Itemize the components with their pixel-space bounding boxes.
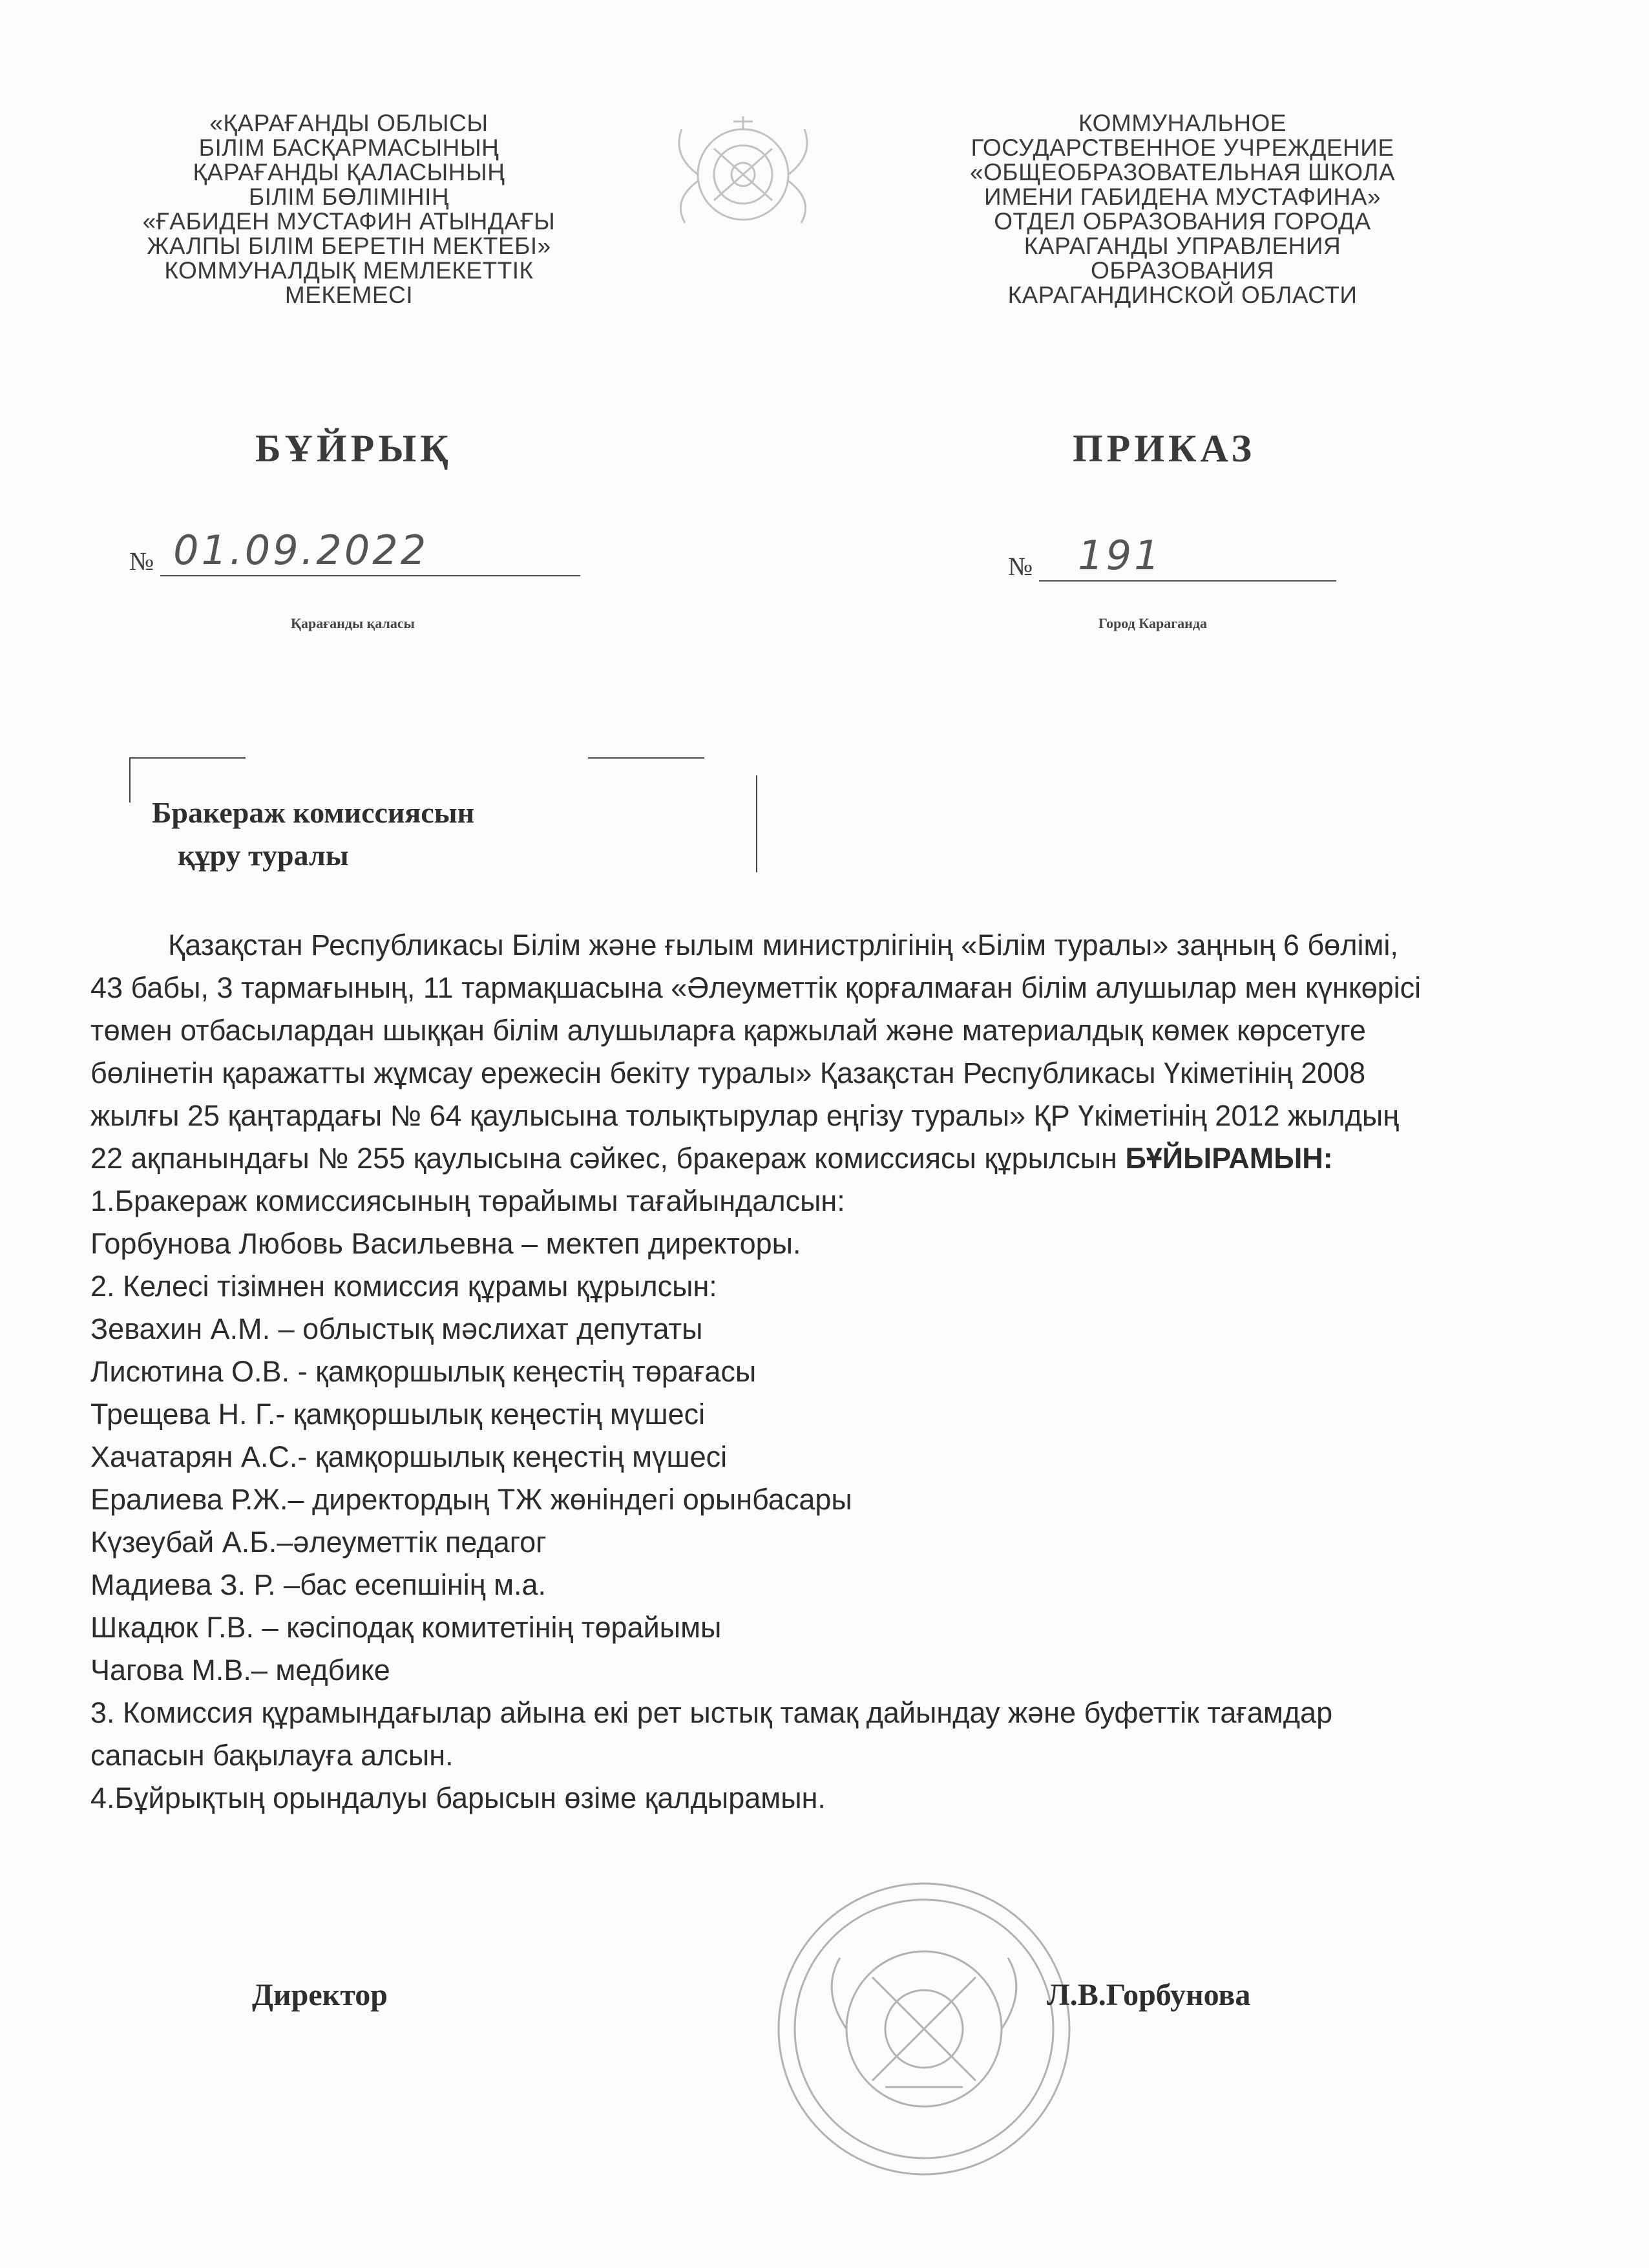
body-line: Горбунова Любовь Васильевна – мектеп директоры.	[90, 1227, 801, 1260]
body-line: 1.Бракераж комиссиясының төрайымы тағайындалсын:	[90, 1184, 845, 1217]
body-line: Лисютина О.В. - қамқоршылық кеңестің төрағасы	[90, 1355, 757, 1388]
order-body	[90, 924, 1422, 1820]
subject-line: Бракераж комиссиясын	[152, 796, 475, 829]
body-line: Зевахин А.М. – облыстық мәслихат депутаты	[90, 1312, 703, 1345]
body-line: Шкадюк Г.В. – кәсіподақ комитетінің төрайымы	[90, 1611, 722, 1644]
state-emblem-icon	[646, 110, 840, 239]
header-ru-line: ОБРАЗОВАНИЯ	[1091, 257, 1274, 284]
intro-paragraph	[90, 924, 1422, 1180]
order-title-ru: ПРИКАЗ	[1073, 427, 1256, 470]
header-kz	[103, 111, 594, 308]
header-ru	[930, 111, 1434, 308]
header-ru-line: КОММУНАЛЬНОЕ	[1078, 110, 1287, 136]
subject-bracket	[756, 775, 757, 872]
header-kz-line: БІЛІМ БАСҚАРМАСЫНЫҢ	[198, 134, 499, 161]
body-line: Чагова М.В.– медбике	[90, 1654, 390, 1686]
header-kz-line: «ҒАБИДЕН МУСТАФИН АТЫНДАҒЫ	[142, 208, 556, 235]
order-subject	[152, 792, 474, 877]
body-line: 3. Комиссия құрамындағылар айына екі рет ыстық тамақ дайындау және буфеттік тағамдар сапасын бақылауға алсын.	[90, 1696, 1333, 1772]
header-ru-line: ГОСУДАРСТВЕННОЕ УЧРЕЖДЕНИЕ	[971, 134, 1394, 161]
header-kz-line: МЕКЕМЕСІ	[284, 282, 414, 308]
handwritten-number: 191	[1078, 532, 1162, 579]
header-kz-line: БІЛІМ БӨЛІМІНІҢ	[248, 184, 450, 210]
header-kz-line: ҚАРАҒАНДЫ ҚАЛАСЫНЫҢ	[193, 159, 505, 185]
header-kz-line: ЖАЛПЫ БІЛІМ БЕРЕТІН МЕКТЕБІ»	[147, 233, 551, 259]
body-line: Трещева Н. Г.- қамқоршылық кеңестің мүшесі	[90, 1398, 706, 1431]
handwritten-date: 01.09.2022	[173, 527, 429, 574]
signature-name: Л.В.Горбунова	[1047, 1978, 1251, 2012]
body-line: Хачатарян А.С.- қамқоршылық кеңестің мүшесі	[90, 1440, 728, 1473]
subject-bracket	[588, 757, 704, 759]
order-date-row	[129, 527, 580, 576]
order-number-row	[1008, 532, 1336, 582]
order-verb: БҰЙЫРАМЫН:	[1125, 1142, 1333, 1175]
subject-bracket	[129, 757, 246, 759]
body-line: 2. Келесі тізімнен комиссия құрамы құрылсын:	[90, 1270, 717, 1303]
header-ru-line: КАРАГАНДИНСКОЙ ОБЛАСТИ	[1007, 282, 1358, 308]
subject-line: құру туралы	[178, 839, 349, 872]
city-ru: Город Караганда	[1098, 615, 1207, 631]
header-ru-line: ИМЕНИ ГАБИДЕНА МУСТАФИНА»	[983, 184, 1381, 210]
body-line: 4.Бұйрықтың орындалуы барысын өзіме қалдырамын.	[90, 1781, 826, 1814]
body-line: Күзеубай А.Б.–әлеуметтік педагог	[90, 1526, 547, 1559]
number-sign: №	[1008, 552, 1033, 581]
header-ru-line: КАРАГАНДЫ УПРАВЛЕНИЯ	[1024, 233, 1341, 259]
body-line: Ералиева Р.Ж.– директордың ТЖ жөніндегі орынбасары	[90, 1483, 852, 1516]
header-kz-line: «ҚАРАҒАНДЫ ОБЛЫСЫ	[209, 110, 488, 136]
city-kz: Қарағанды қаласы	[291, 615, 415, 631]
header-kz-line: КОММУНАЛДЫҚ МЕМЛЕКЕТТІК	[164, 257, 534, 284]
number-sign: №	[129, 547, 154, 576]
subject-bracket	[129, 757, 131, 803]
date-field	[160, 527, 580, 576]
body-line: Мадиева З. Р. –бас есепшінің м.а.	[90, 1568, 547, 1601]
order-title-kz: БҰЙРЫҚ	[255, 427, 452, 470]
intro-text: Қазақстан Республикасы Білім және ғылым министрлігінің «Білім туралы» заңның 6 бөлімі, 43 бабы, 3 тармағының, 11 тармақшасына «Әлеуметтік қорғалмаған білім алушылар мен күнкөрісі төмен отбасылардан шыққан білім алушыларға қаржылай және материалдық көмек көрсетуге бөлінетін қаражатты жұмсау ережесін бекіту туралы» Қазақстан Республикасы Үкіметінің 2008 жылғы 25 қаңтардағы № 64 қаулысына толықтырулар еңгізу туралы» ҚР Үкіметінің 2012 жылдың 22 ақпанындағы № 255 қаулысына сәйкес, бракераж комиссиясы құрылсын	[90, 929, 1422, 1175]
official-stamp-icon	[743, 1874, 1105, 2184]
header-ru-line: ОТДЕЛ ОБРАЗОВАНИЯ ГОРОДА	[994, 208, 1371, 235]
header-ru-line: «ОБЩЕОБРАЗОВАТЕЛЬНАЯ ШКОЛА	[969, 159, 1396, 185]
signature-position: Директор	[252, 1978, 388, 2012]
number-field	[1039, 532, 1336, 582]
